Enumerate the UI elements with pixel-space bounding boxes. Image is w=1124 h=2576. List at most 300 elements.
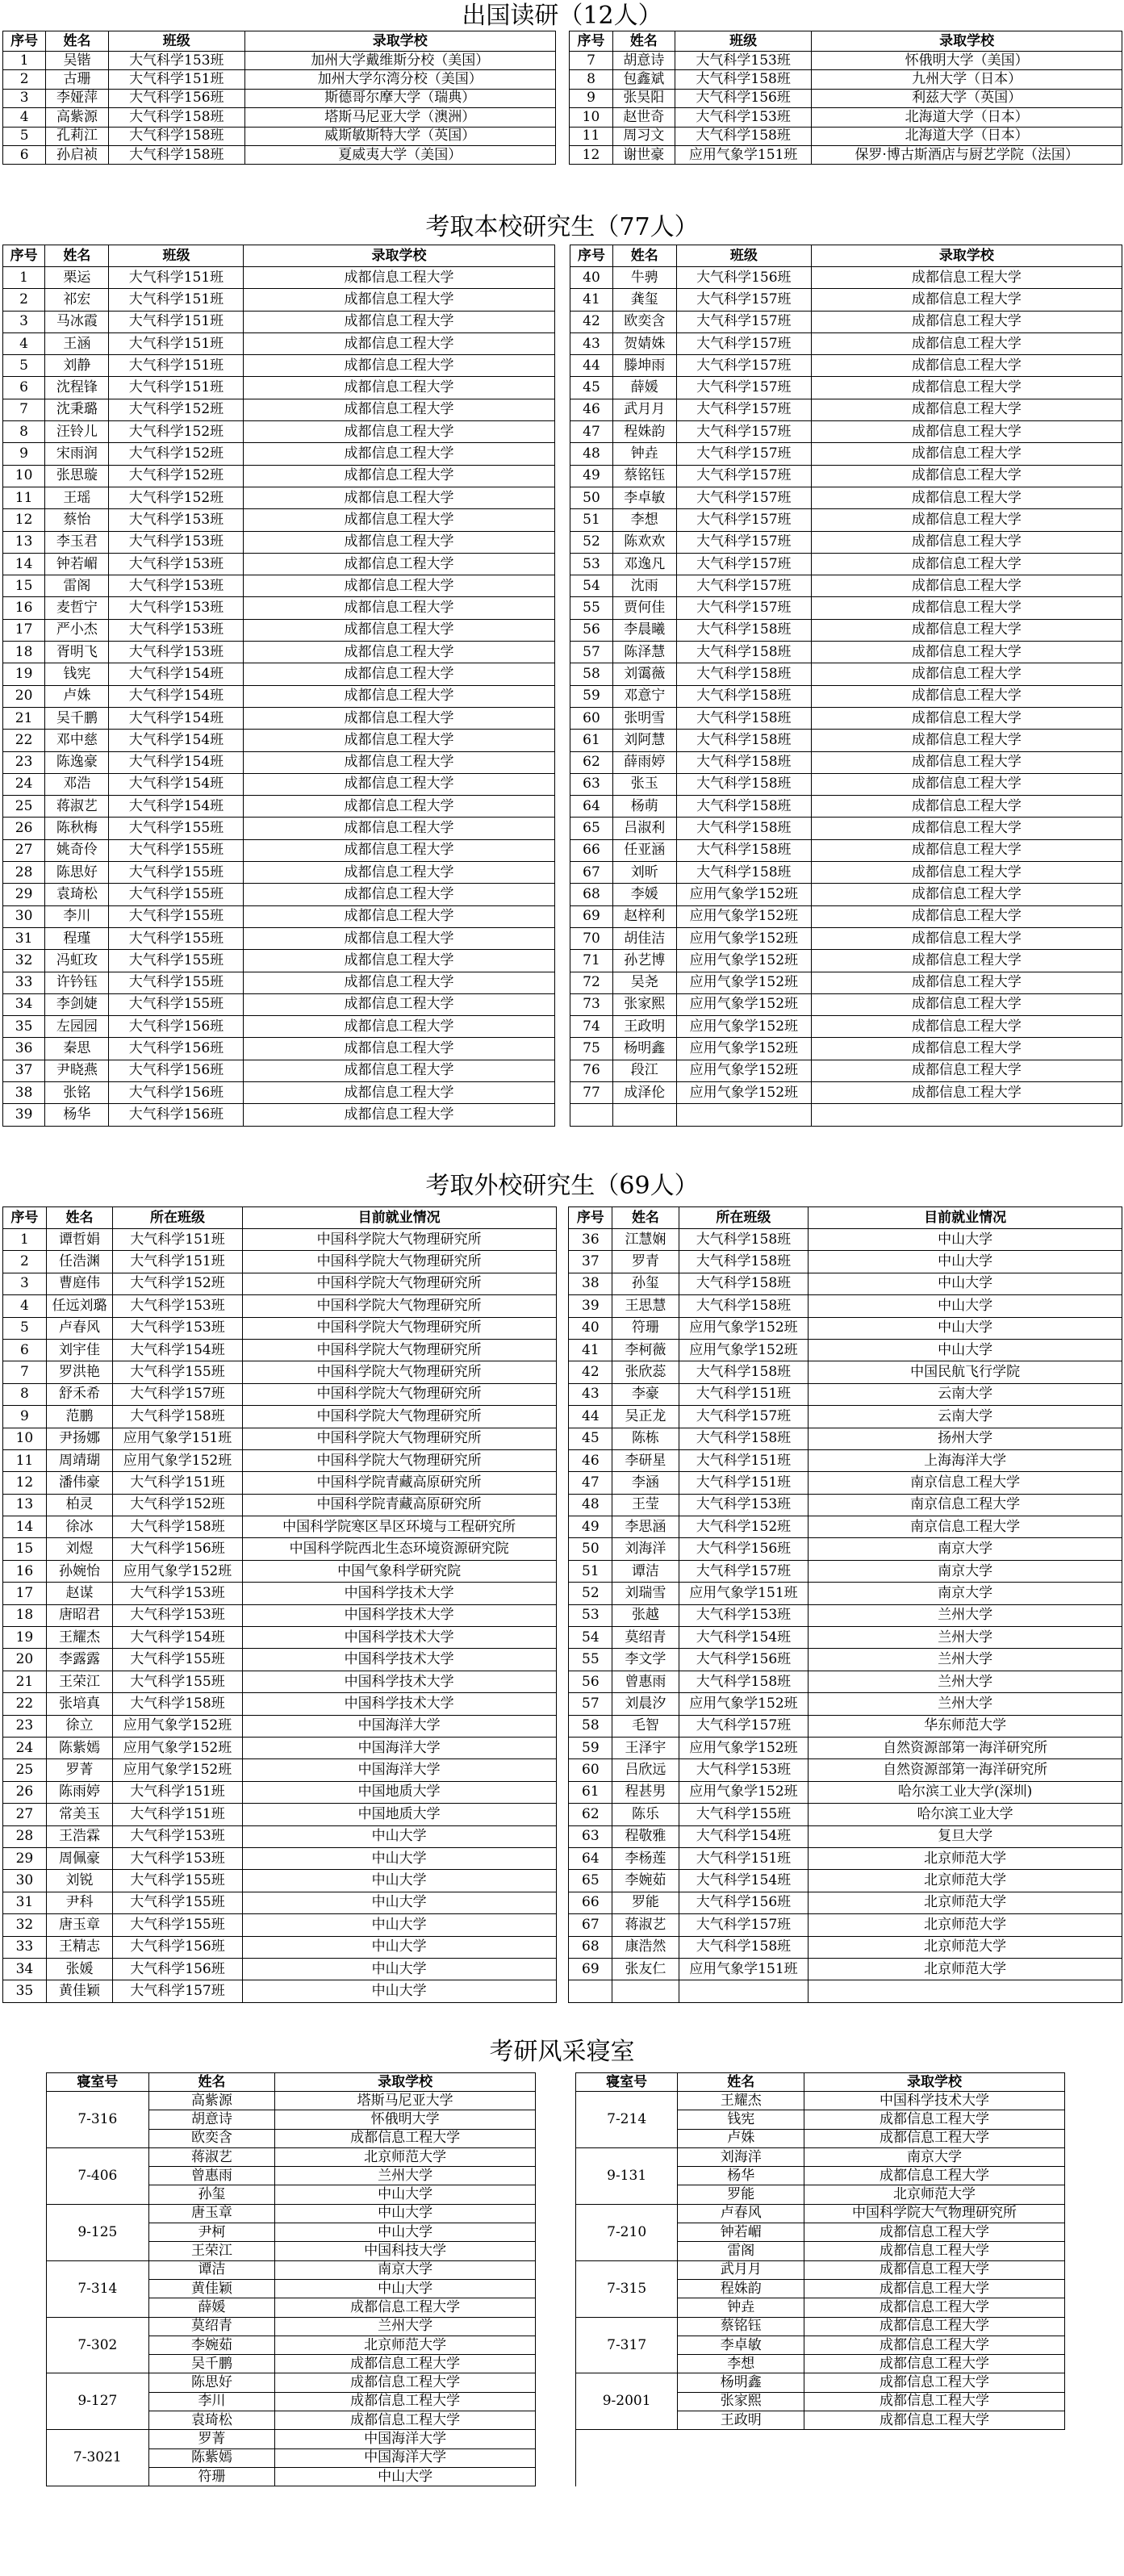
cell-class: 大气科学158班 (676, 685, 811, 707)
cell-name: 陈紫嫣 (148, 2448, 275, 2467)
table-row (47, 2110, 1065, 2129)
table-row (3, 1538, 1122, 1560)
cell-class: 大气科学157班 (676, 399, 811, 420)
cell-index: 51 (570, 509, 612, 531)
cell-class: 大气科学154班 (109, 685, 244, 707)
cell-name: 陈欢欢 (612, 531, 676, 553)
column-gap (554, 685, 570, 707)
cell-class: 大气科学154班 (109, 751, 244, 773)
cell-class: 大气科学153班 (113, 1604, 243, 1626)
cell-index: 15 (3, 575, 45, 597)
cell-name: 段江 (612, 1060, 676, 1081)
cell-name: 程姝韵 (678, 2279, 804, 2298)
cell-name: 谭洁 (612, 1560, 679, 1582)
cell-name: 江慧娴 (612, 1229, 679, 1251)
column-gap (554, 465, 570, 487)
cell-class: 大气科学152班 (109, 443, 244, 465)
cell-index: 17 (3, 619, 45, 641)
column-gap (554, 332, 570, 354)
cell-name: 常美玉 (46, 1804, 112, 1825)
table-row (3, 1016, 1122, 1038)
table-row (3, 509, 1122, 531)
cell-name: 张思璇 (45, 465, 109, 487)
cell-index: 67 (569, 1914, 612, 1936)
table-row (47, 2373, 1065, 2392)
cell-name: 李杨莲 (612, 1847, 679, 1869)
table-row (3, 1383, 1122, 1405)
table-row (3, 1693, 1122, 1715)
cell-class: 大气科学155班 (113, 1870, 243, 1892)
cell-index: 68 (569, 1936, 612, 1958)
cell-class: 大气科学157班 (676, 597, 811, 619)
cell-name: 胡意诗 (148, 2110, 275, 2129)
cell-school: 加州大学尔湾分校（美国） (244, 70, 555, 89)
dorm-room: 9-131 (575, 2147, 678, 2204)
cell-index: 6 (3, 377, 45, 399)
cell-class: 应用气象学152班 (676, 1060, 811, 1081)
cell-name: 尹柯 (148, 2223, 275, 2242)
cell-school: 成都信息工程大学 (244, 796, 554, 818)
cell-school: 北京师范大学 (809, 1870, 1122, 1892)
cell-class: 大气科学158班 (679, 1936, 809, 1958)
cell-name: 王莹 (612, 1494, 679, 1516)
cell-class: 大气科学158班 (679, 1251, 809, 1273)
cell-name: 吕欣远 (612, 1759, 679, 1781)
external-grad-table (2, 1206, 1122, 2003)
cell-class: 大气科学157班 (679, 1560, 809, 1582)
cell-school: 南京大学 (809, 1560, 1122, 1582)
cell-school: 自然资源部第一海洋研究所 (809, 1737, 1122, 1758)
cell-index: 33 (3, 972, 45, 993)
cell-school: 成都信息工程大学 (811, 465, 1122, 487)
cell-school: 北京师范大学 (275, 2336, 536, 2354)
cell-class: 大气科学154班 (109, 663, 244, 685)
table-row (3, 707, 1122, 729)
dorm-room: 7-315 (575, 2260, 678, 2317)
dorm-room: 7-314 (47, 2260, 149, 2317)
cell-index: 46 (570, 399, 612, 420)
cell-index: 40 (570, 267, 612, 289)
cell-name: 李露露 (46, 1649, 112, 1671)
abroad-table (2, 31, 1122, 165)
cell-index: 22 (3, 1693, 47, 1715)
column-gap (536, 2411, 576, 2430)
cell-school: 中国民航飞行学院 (809, 1361, 1122, 1383)
cell-school: 中山大学 (275, 2185, 536, 2204)
column-gap (554, 487, 570, 508)
table-row (3, 443, 1122, 465)
cell-school: 成都信息工程大学 (244, 355, 554, 377)
cell-class: 大气科学151班 (679, 1383, 809, 1405)
cell-name: 杨明鑫 (612, 1038, 676, 1060)
cell-name: 康浩然 (612, 1936, 679, 1958)
cell-index: 20 (3, 685, 45, 707)
cell-school: 中山大学 (809, 1339, 1122, 1361)
cell-index: 35 (3, 1980, 47, 2002)
cell-class: 大气科学156班 (108, 89, 244, 107)
cell-name: 谢世豪 (612, 145, 675, 164)
cell-class: 应用气象学152班 (113, 1449, 243, 1471)
cell-school: 中山大学 (242, 1914, 556, 1936)
cell-index: 49 (569, 1516, 612, 1538)
cell-class: 大气科学157班 (676, 509, 811, 531)
column-gap (556, 1825, 569, 1847)
column-gap (554, 972, 570, 993)
cell-name: 雷阁 (678, 2242, 804, 2260)
cell-name: 邓中慈 (45, 730, 109, 751)
cell-school: 兰州大学 (809, 1604, 1122, 1626)
cell-school: 成都信息工程大学 (804, 2279, 1064, 2298)
cell-name: 王耀杰 (46, 1627, 112, 1649)
cell-index: 4 (3, 108, 46, 127)
cell-school: 成都信息工程大学 (244, 751, 554, 773)
cell-school: 中国科学院大气物理研究所 (242, 1361, 556, 1383)
column-gap (554, 619, 570, 641)
cell-name: 薛雨婷 (612, 751, 676, 773)
cell-index: 24 (3, 1737, 47, 1758)
cell-school: 中国科学院大气物理研究所 (242, 1339, 556, 1361)
table-row (3, 1428, 1122, 1449)
cell-class: 大气科学156班 (679, 1538, 809, 1560)
cell-school: 成都信息工程大学 (275, 2411, 536, 2430)
cell-index: 11 (570, 127, 612, 145)
column-gap (556, 1251, 569, 1273)
cell-index: 14 (3, 1516, 47, 1538)
cell-school: 中山大学 (242, 1847, 556, 1869)
cell-name: 符珊 (612, 1317, 679, 1339)
cell-class: 大气科学158班 (679, 1361, 809, 1383)
cell-school: 北京师范大学 (809, 1914, 1122, 1936)
cell-index: 53 (570, 553, 612, 575)
table-row (3, 818, 1122, 839)
cell-school: 成都信息工程大学 (244, 332, 554, 354)
table-row (3, 905, 1122, 927)
cell-school: 兰州大学 (275, 2317, 536, 2336)
column-gap (536, 2110, 576, 2129)
cell-school: 中山大学 (275, 2204, 536, 2223)
cell-name: 袁琦松 (45, 884, 109, 905)
cell-class: 大气科学153班 (675, 52, 811, 70)
cell-name: 蔡铭钰 (678, 2317, 804, 2336)
cell-name: 刘昕 (612, 862, 676, 884)
cell-school: 成都信息工程大学 (244, 487, 554, 508)
header-school: 目前就业情况 (809, 1207, 1122, 1229)
cell-class: 大气科学157班 (676, 421, 811, 443)
cell-name: 胡意诗 (612, 52, 675, 70)
cell-class: 应用气象学151班 (113, 1428, 243, 1449)
column-gap (554, 267, 570, 289)
cell-index: 12 (570, 145, 612, 164)
column-gap (554, 642, 570, 663)
cell-class: 大气科学152班 (113, 1494, 243, 1516)
cell-school: 中国科学院大气物理研究所 (242, 1383, 556, 1405)
cell-class: 大气科学156班 (109, 1038, 244, 1060)
cell-class: 大气科学154班 (109, 773, 244, 795)
cell-name: 孙艺博 (612, 950, 676, 972)
cell-name: 赵谋 (46, 1583, 112, 1604)
cell-class: 大气科学158班 (675, 70, 811, 89)
cell-name: 刘煜 (46, 1538, 112, 1560)
header-school: 录取学校 (244, 31, 555, 52)
cell-name: 左园园 (45, 1016, 109, 1038)
header-index: 序号 (570, 31, 612, 52)
cell-school: 成都信息工程大学 (811, 884, 1122, 905)
cell-index: 2 (3, 1251, 47, 1273)
cell-school: 成都信息工程大学 (811, 399, 1122, 420)
cell-class: 大气科学158班 (676, 619, 811, 641)
header-name: 姓名 (612, 1207, 679, 1229)
cell-school: 南京大学 (275, 2260, 536, 2279)
cell-name: 吴尧 (612, 972, 676, 993)
cell-class: 大气科学156班 (109, 1104, 244, 1126)
cell-school: 中国科学院大气物理研究所 (242, 1428, 556, 1449)
cell-name: 武月月 (678, 2260, 804, 2279)
cell-name: 陈栋 (612, 1428, 679, 1449)
table-row (47, 2298, 1065, 2317)
cell-school: 成都信息工程大学 (275, 2373, 536, 2392)
cell-school: 中国科学院西北生态环境资源研究院 (242, 1538, 556, 1560)
column-gap (554, 289, 570, 311)
column-gap (554, 245, 570, 267)
cell-name: 王耀杰 (678, 2092, 804, 2110)
table-row (3, 730, 1122, 751)
table-row (3, 1273, 1122, 1294)
header-index: 序号 (3, 245, 45, 267)
cell-index: 38 (3, 1081, 45, 1103)
cell-school: 北京师范大学 (809, 1958, 1122, 1980)
cell-index: 59 (569, 1737, 612, 1758)
cell-index: 30 (3, 1870, 47, 1892)
cell-school: 中国科学院寒区旱区环境与工程研究所 (242, 1516, 556, 1538)
cell-name: 尹晓燕 (45, 1060, 109, 1081)
cell-index: 52 (569, 1583, 612, 1604)
header-school: 目前就业情况 (242, 1207, 556, 1229)
cell-class: 大气科学157班 (676, 575, 811, 597)
cell-name: 黄佳颖 (46, 1980, 112, 2002)
cell-name: 冯虹玫 (45, 950, 109, 972)
cell-class: 大气科学153班 (109, 509, 244, 531)
cell-class: 大气科学151班 (113, 1804, 243, 1825)
column-gap (556, 1516, 569, 1538)
cell-class: 大气科学155班 (113, 1892, 243, 1913)
cell-name: 刘宇佳 (46, 1339, 112, 1361)
table-row (3, 1583, 1122, 1604)
cell-class: 应用气象学152班 (679, 1317, 809, 1339)
cell-class: 大气科学156班 (675, 89, 811, 107)
cell-school: 成都信息工程大学 (244, 927, 554, 949)
cell-index: 6 (3, 145, 46, 164)
cell-school: 中国海洋大学 (242, 1715, 556, 1737)
column-gap (556, 1914, 569, 1936)
cell-name: 张欣蕊 (612, 1361, 679, 1383)
cell-class: 大气科学151班 (113, 1472, 243, 1494)
cell-index: 1 (3, 52, 46, 70)
cell-name: 蒋淑艺 (612, 1914, 679, 1936)
table-row (3, 1229, 1122, 1251)
cell-class: 大气科学158班 (676, 818, 811, 839)
cell-name: 刘锐 (46, 1870, 112, 1892)
cell-index: 19 (3, 1627, 47, 1649)
cell-class: 应用气象学152班 (676, 927, 811, 949)
table-row (3, 465, 1122, 487)
cell-name: 刘阿慧 (612, 730, 676, 751)
cell-class: 大气科学156班 (679, 1892, 809, 1913)
cell-index: 69 (569, 1958, 612, 1980)
cell-name: 李婉茹 (612, 1870, 679, 1892)
table-row (3, 642, 1122, 663)
cell-name: 罗能 (612, 1892, 679, 1913)
table-row (3, 751, 1122, 773)
cell-school: 中国海洋大学 (242, 1737, 556, 1758)
cell-school: 怀俄明大学 (275, 2110, 536, 2129)
column-gap (554, 1038, 570, 1060)
cell-school: 中国科学院大气物理研究所 (242, 1251, 556, 1273)
cell-class: 大气科学157班 (676, 355, 811, 377)
cell-name: 钱宪 (678, 2110, 804, 2129)
cell-index: 23 (3, 751, 45, 773)
cell-school: 成都信息工程大学 (244, 1081, 554, 1103)
header-name: 姓名 (46, 1207, 112, 1229)
cell-index: 71 (570, 950, 612, 972)
cell-school: 九州大学（日本） (812, 70, 1122, 89)
header-index: 序号 (570, 245, 612, 267)
cell-class: 大气科学157班 (679, 1406, 809, 1428)
cell-school: 成都信息工程大学 (275, 2298, 536, 2317)
cell-name: 严小杰 (45, 619, 109, 641)
cell-index: 56 (570, 619, 612, 641)
table-row (3, 487, 1122, 508)
cell-name: 胡佳洁 (612, 927, 676, 949)
table-row (47, 2260, 1065, 2279)
table-row (47, 2185, 1065, 2204)
header-class: 班级 (108, 31, 244, 52)
table-row (3, 1649, 1122, 1671)
table-row (47, 2204, 1065, 2223)
cell-name: 滕坤雨 (612, 355, 676, 377)
cell-school: 哈尔滨工业大学 (809, 1804, 1122, 1825)
cell-school: 成都信息工程大学 (811, 642, 1122, 663)
table-row (3, 1759, 1122, 1781)
cell-name: 王荣江 (148, 2242, 275, 2260)
cell-name: 孙婉怡 (46, 1560, 112, 1582)
cell-class: 大气科学152班 (109, 487, 244, 508)
cell-class: 大气科学153班 (109, 619, 244, 641)
cell-class: 大气科学156班 (109, 1016, 244, 1038)
cell-class: 大气科学151班 (108, 70, 244, 89)
column-gap (554, 773, 570, 795)
cell-name: 胥明飞 (45, 642, 109, 663)
table-row (3, 108, 1122, 127)
dorm-table (46, 2072, 1065, 2486)
header-name: 姓名 (612, 245, 676, 267)
column-gap (556, 1693, 569, 1715)
column-gap (555, 52, 570, 70)
cell-school: 成都信息工程大学 (804, 2355, 1064, 2373)
cell-name: 卢春风 (678, 2204, 804, 2223)
cell-school: 中山大学 (809, 1317, 1122, 1339)
cell-index: 62 (569, 1804, 612, 1825)
column-gap (536, 2467, 576, 2486)
cell-name: 杨萌 (612, 796, 676, 818)
cell-class: 大气科学158班 (113, 1516, 243, 1538)
table-row (3, 1892, 1122, 1913)
cell-name: 潘伟豪 (46, 1472, 112, 1494)
cell-school: 复旦大学 (809, 1825, 1122, 1847)
cell-school: 成都信息工程大学 (811, 575, 1122, 597)
cell-class: 大气科学157班 (676, 465, 811, 487)
column-gap (556, 1494, 569, 1516)
table-row (3, 1781, 1122, 1803)
column-gap (536, 2223, 576, 2242)
cell-school: 成都信息工程大学 (811, 905, 1122, 927)
cell-class: 大气科学151班 (113, 1251, 243, 1273)
cell-class: 大气科学153班 (113, 1825, 243, 1847)
cell-name: 薛媛 (148, 2298, 275, 2317)
column-gap (536, 2167, 576, 2185)
cell-name: 曾惠雨 (612, 1671, 679, 1692)
cell-school: 中山大学 (275, 2467, 536, 2486)
cell-school: 中山大学 (242, 1825, 556, 1847)
cell-index: 44 (569, 1406, 612, 1428)
cell-index: 30 (3, 905, 45, 927)
cell-index: 8 (3, 421, 45, 443)
cell-school: 中山大学 (809, 1251, 1122, 1273)
cell-name: 李剑婕 (45, 993, 109, 1015)
cell-index: 47 (570, 421, 612, 443)
table-row (47, 2167, 1065, 2185)
cell-school: 南京信息工程大学 (809, 1494, 1122, 1516)
cell-name: 范鹏 (46, 1406, 112, 1428)
cell-school: 北海道大学（日本） (812, 108, 1122, 127)
cell-school: 成都信息工程大学 (811, 972, 1122, 993)
cell-class: 大气科学157班 (113, 1980, 243, 2002)
cell-index: 9 (3, 1406, 47, 1428)
cell-class: 大气科学158班 (679, 1295, 809, 1317)
cell-school: 中国科学院大气物理研究所 (242, 1273, 556, 1294)
cell-school: 成都信息工程大学 (804, 2317, 1064, 2336)
cell-school: 成都信息工程大学 (275, 2129, 536, 2147)
column-gap (556, 1804, 569, 1825)
cell-class: 应用气象学152班 (676, 1038, 811, 1060)
table-row (3, 52, 1122, 70)
table-row (3, 950, 1122, 972)
cell-name: 张培真 (46, 1693, 112, 1715)
cell-index: 25 (3, 796, 45, 818)
cell-class: 大气科学156班 (113, 1936, 243, 1958)
table-row (3, 289, 1122, 311)
table-row (3, 1317, 1122, 1339)
column-gap (554, 839, 570, 861)
cell-index: 32 (3, 950, 45, 972)
column-gap (556, 1472, 569, 1494)
cell-index: 27 (3, 1804, 47, 1825)
cell-index: 45 (569, 1428, 612, 1449)
cell-name: 徐冰 (46, 1516, 112, 1538)
cell-index: 63 (569, 1825, 612, 1847)
column-gap (556, 1759, 569, 1781)
table-row (3, 1081, 1122, 1103)
cell-class: 大气科学155班 (113, 1671, 243, 1692)
cell-name: 钟若嵋 (45, 553, 109, 575)
cell-name: 薛媛 (612, 377, 676, 399)
cell-class: 大气科学157班 (676, 553, 811, 575)
cell-school: 塔斯马尼亚大学（澳洲） (244, 108, 555, 127)
cell-index: 12 (3, 509, 45, 531)
table-row (3, 796, 1122, 818)
cell-index: 50 (570, 487, 612, 508)
cell-name: 陈思好 (148, 2373, 275, 2392)
cell-class: 大气科学152班 (113, 1273, 243, 1294)
